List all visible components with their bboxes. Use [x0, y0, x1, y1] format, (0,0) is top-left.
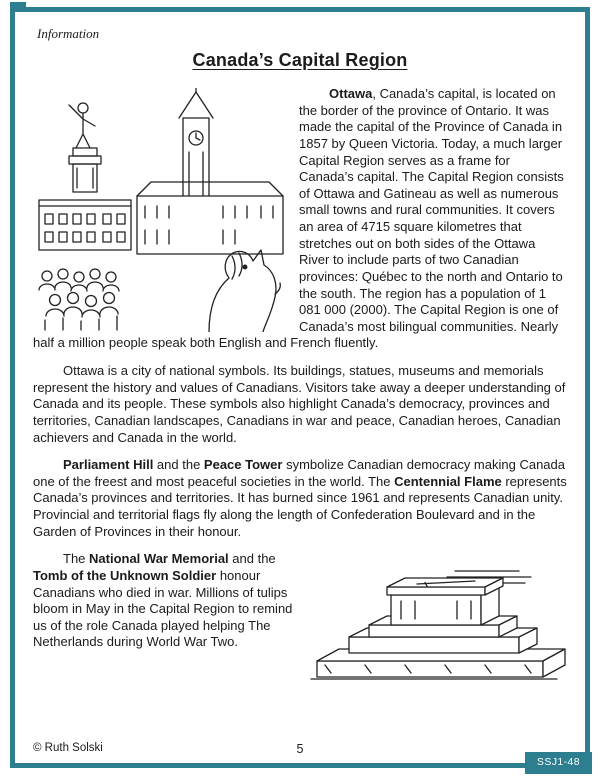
paragraph-intro: [33, 86, 567, 352]
page-title: Canada’s Capital Region: [192, 50, 408, 70]
memorial-text-2: and the: [228, 551, 276, 567]
corner-mark: [10, 2, 26, 12]
parliament-text-2: symbolize Canadian democracy making Canada one of the freest and most peaceful societies in the world. The: [33, 457, 565, 489]
paragraph-parliament: [33, 457, 567, 540]
page-content: [33, 24, 567, 696]
bold-war-memorial: National War Memorial: [89, 551, 229, 567]
page-number: 5: [296, 742, 304, 756]
bold-centennial-flame: Centennial Flame: [394, 473, 502, 489]
memorial-text-1: The: [63, 551, 90, 567]
paragraph-symbols: [33, 363, 567, 446]
memorial-text-3: honour Canadians who died in war. Millions of tulips bloom in May in the Capital Region to remind us of the role Canada played helping The Netherlands during World War Two.: [33, 567, 293, 650]
intro-text: , Canada’s capital, is located on the border of the province of Ontario. It was made the capital of the Province of Canada in 1857 by Queen Victoria. Today, a much larger Capital Region serves as a frame for Canada’s capital. The Capital Region consists of Ottawa and Gatineau as well as numerous small towns and rural communities. It covers an area of 4715 square kilometres that stretches out on both sides of the Ottawa River to include parts of two Canadian provinces: Québec to the north and Ontario to the south. The region has a population of 1 081 000 (2000). The Capital Region is one of Canada’s most bilingual communities. Nearly half a million people speak both English and French fluently.: [33, 86, 564, 351]
copyright-text: © Ruth Solski: [33, 742, 103, 754]
product-code-badge: SSJ1-48: [525, 752, 592, 774]
parliament-text-1: and the: [153, 457, 204, 473]
bold-tomb: Tomb of the Unknown Soldier: [33, 567, 217, 583]
symbols-text: Ottawa is a city of national symbols. Its buildings, statues, museums and memorials represent the history and values of Canadians. Visitors take away a deeper understanding of Canada and its people. These symbols also highlight Canada’s democracy, provinces and territories, Canadian landscapes, Canadians in war and peace, Canadian heroes, Canadian achievers and Canada in the world.: [33, 363, 566, 445]
ottawa-collage-illustration: [33, 88, 289, 332]
section-label: Information: [37, 26, 100, 41]
parliament-text-3: represents Canada’s provinces and territories. It has burned since 1961 and represents Canadian unity. Provincial and territorial flags fly along the length of Confederation Boulevard and in the Garden of Provinces in their honour.: [33, 473, 567, 539]
tomb-of-unknown-soldier-illustration: [305, 557, 567, 683]
bold-parliament-hill: Parliament Hill: [63, 457, 154, 473]
bold-peace-tower: Peace Tower: [203, 457, 283, 473]
paragraph-memorial: [33, 551, 567, 685]
bold-ottawa: Ottawa: [329, 86, 373, 101]
